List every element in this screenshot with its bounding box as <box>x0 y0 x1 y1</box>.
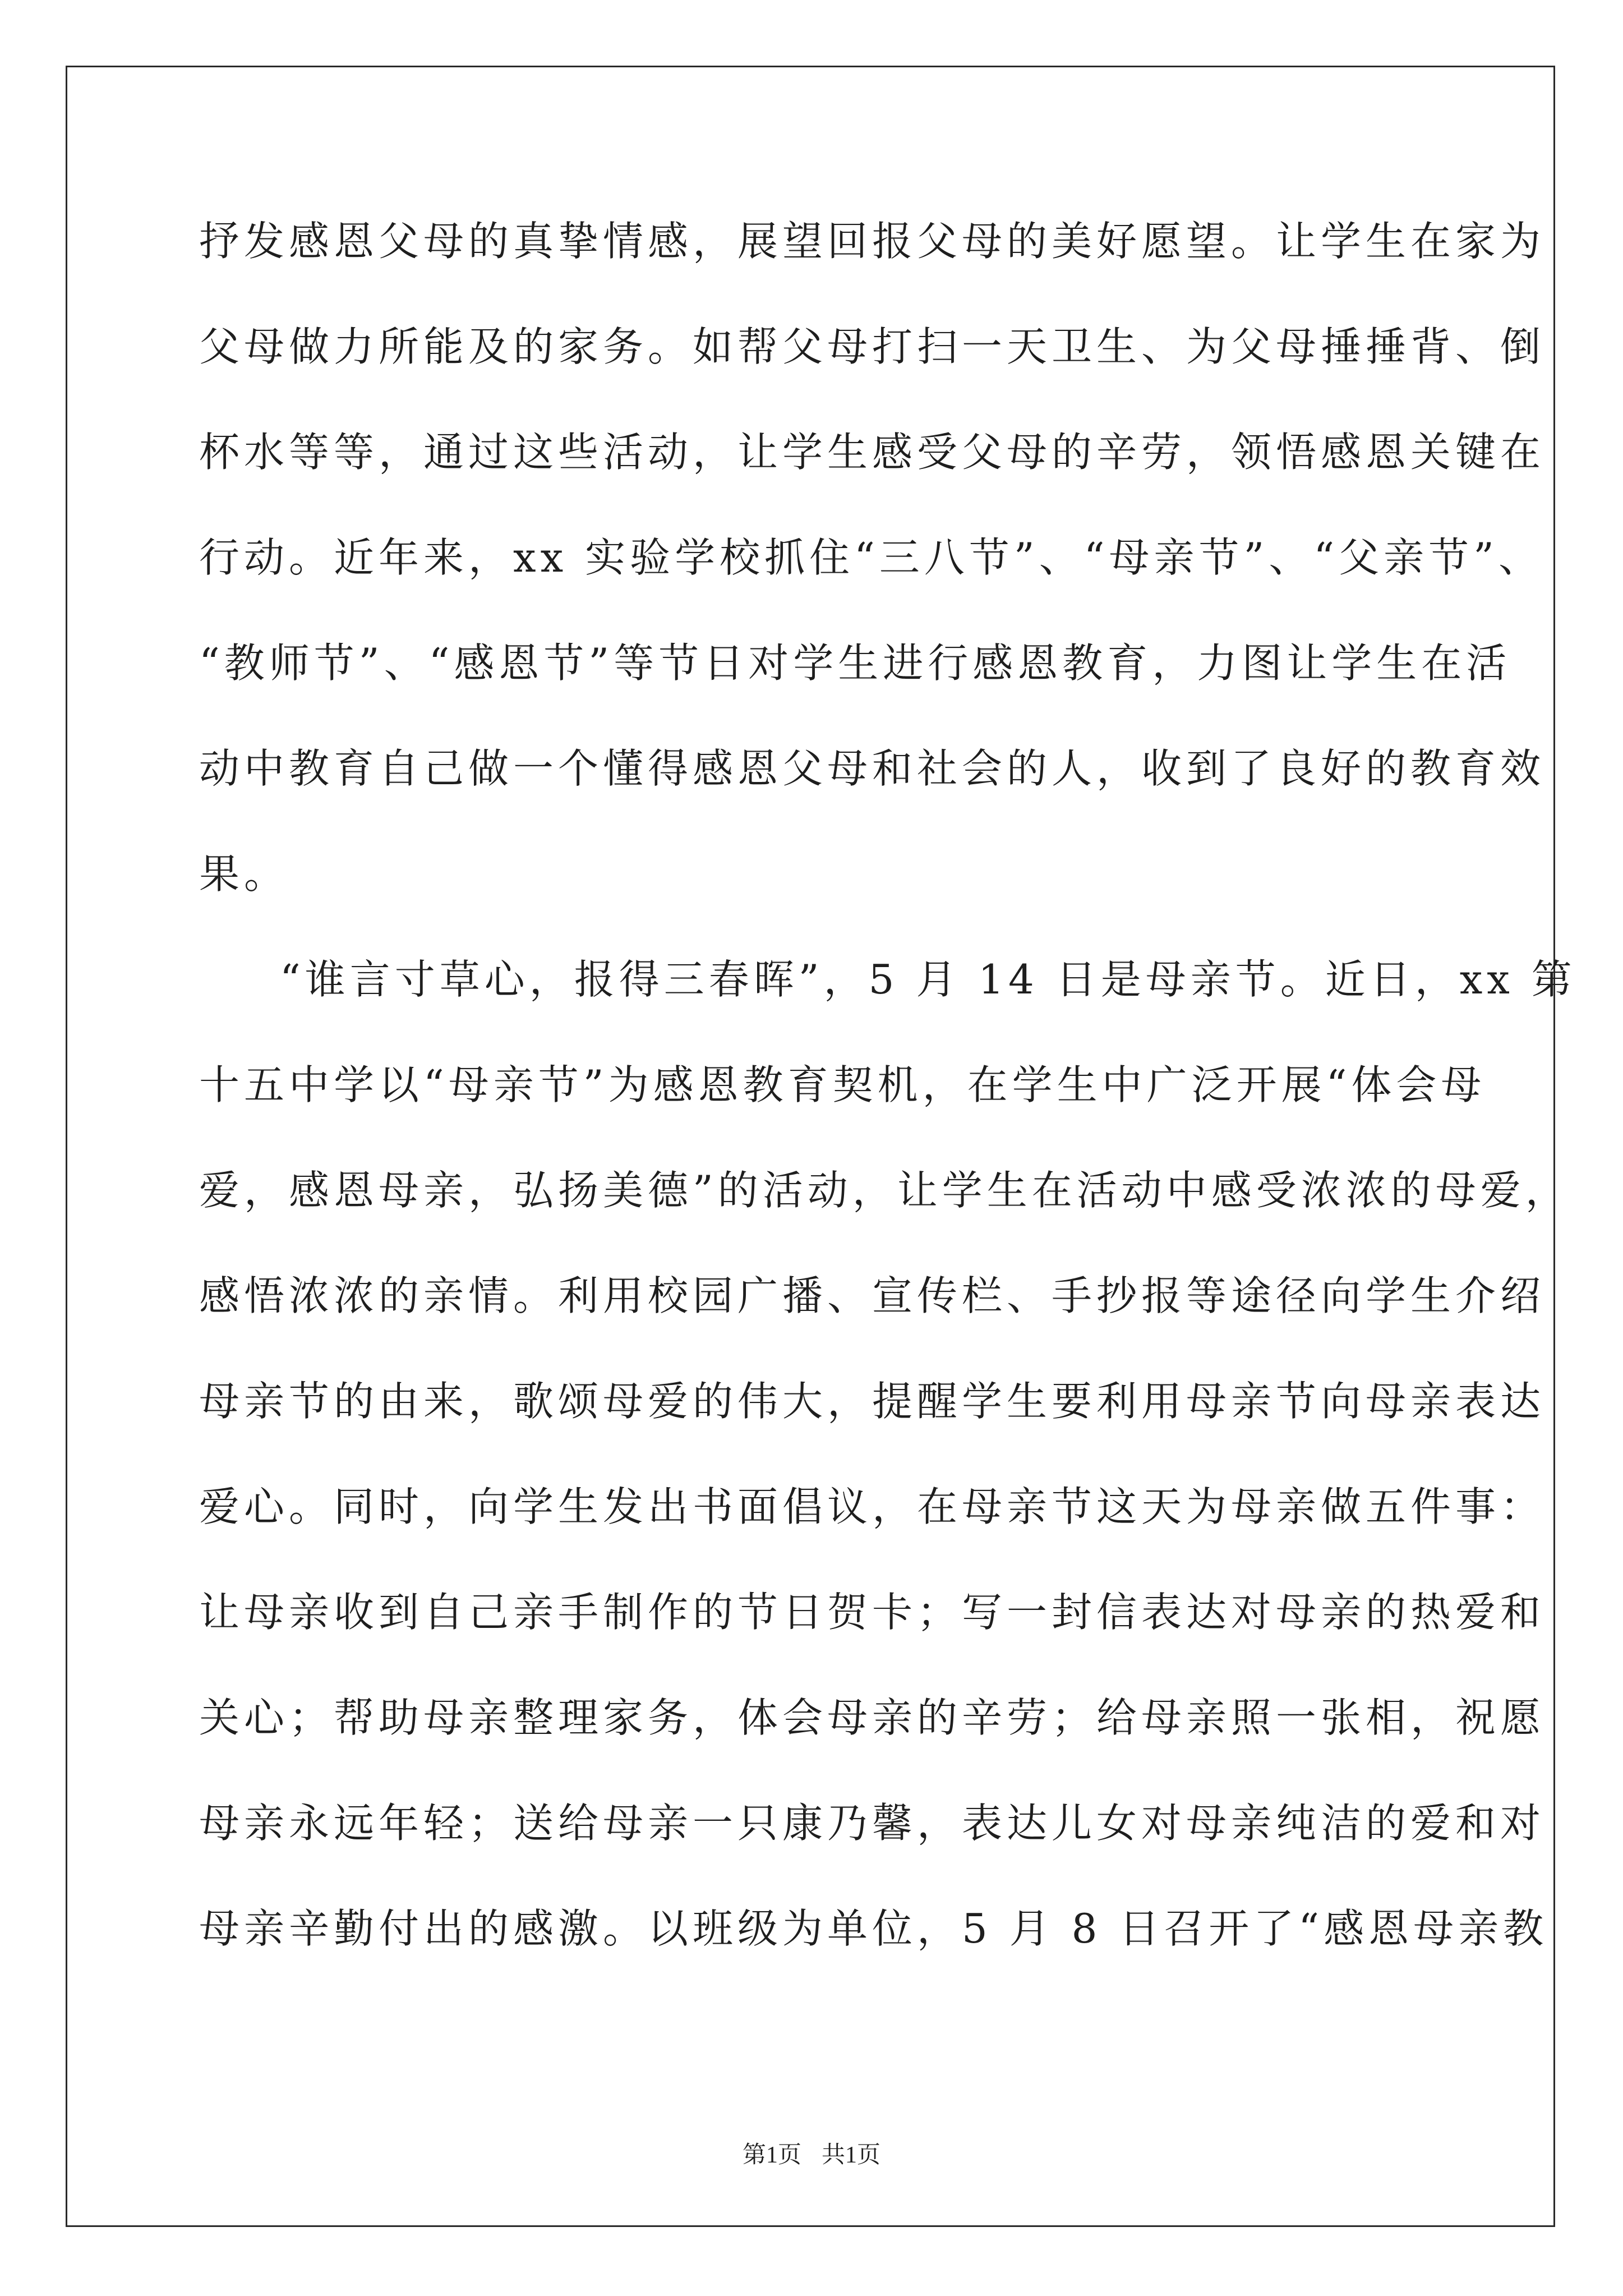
text-line: 关心；帮助母亲整理家务，体会母亲的辛劳；给母亲照一张相，祝愿 <box>199 1694 1546 1741</box>
text-line: 抒发感恩父母的真挚情感，展望回报父母的美好愿望。让学生在家为 <box>199 218 1546 265</box>
text-line: 动中教育自己做一个懂得感恩父母和社会的人，收到了良好的教育效 <box>199 745 1546 792</box>
text-line: 感悟浓浓的亲情。利用校园广播、宣传栏、手抄报等途径向学生介绍 <box>199 1272 1546 1319</box>
page-total: 共1页 <box>822 2142 881 2168</box>
text-line: 让母亲收到自己亲手制作的节日贺卡；写一封信表达对母亲的热爱和 <box>199 1589 1546 1636</box>
text-line: 行动。近年来，xx 实验学校抓住“三八节”、“母亲节”、“父亲节”、 <box>199 534 1543 581</box>
text-line: 母亲辛勤付出的感激。以班级为单位，5 月 8 日召开了“感恩母亲教 <box>199 1905 1548 1952</box>
page-number: 第1页 <box>742 2142 801 2168</box>
page-footer <box>0 2136 1623 2170</box>
text-line: 爱，感恩母亲，弘扬美德”的活动，让学生在活动中感受浓浓的母爱， <box>199 1167 1570 1214</box>
text-line: 爱心。同时，向学生发出书面倡议，在母亲节这天为母亲做五件事： <box>199 1483 1546 1530</box>
text-line: “教师节”、“感恩节”等节日对学生进行感恩教育，力图让学生在活 <box>199 639 1511 687</box>
text-line: 父母做力所能及的家务。如帮父母打扫一天卫生、为父母捶捶背、倒 <box>199 323 1546 370</box>
text-line: 杯水等等，通过这些活动，让学生感受父母的辛劳，领悟感恩关键在 <box>199 429 1546 476</box>
text-line: 十五中学以“母亲节”为感恩教育契机，在学生中广泛开展“体会母 <box>199 1061 1486 1108</box>
text-line: 母亲节的由来，歌颂母爱的伟大，提醒学生要利用母亲节向母亲表达 <box>199 1378 1546 1425</box>
text-line: 果。 <box>199 850 289 898</box>
text-line: 母亲永远年轻；送给母亲一只康乃馨，表达儿女对母亲纯洁的爱和对 <box>199 1800 1546 1847</box>
paragraph-first-line: “谁言寸草心，报得三春晖”，5 月 14 日是母亲节。近日，xx 第 <box>280 956 1576 1003</box>
